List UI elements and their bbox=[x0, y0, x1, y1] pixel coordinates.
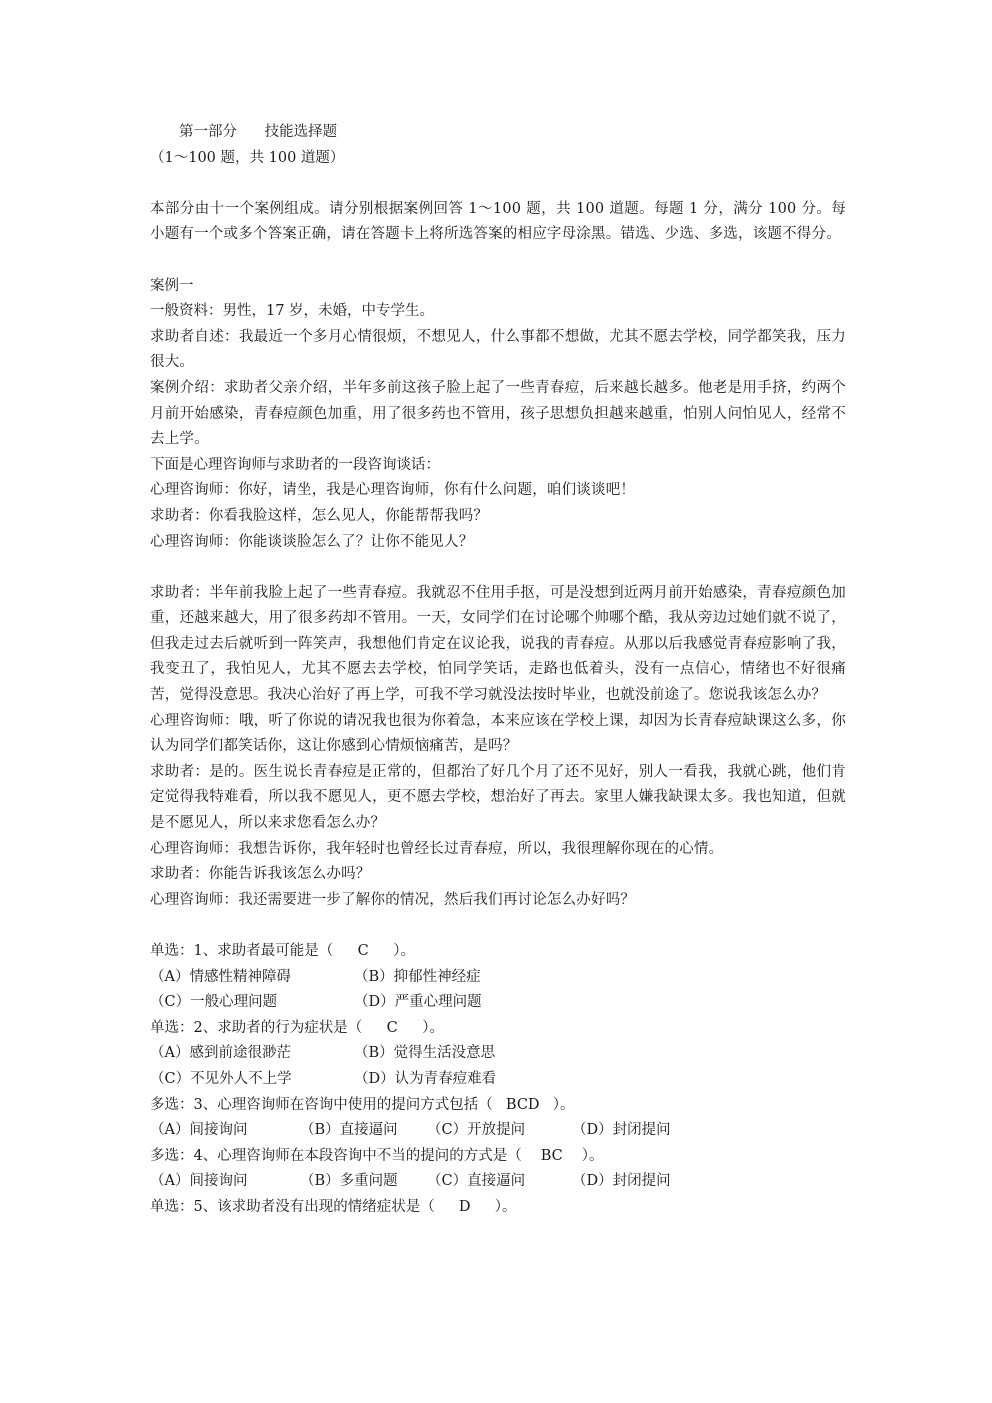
question-close: ）。 bbox=[581, 1147, 604, 1164]
dialogue-line: 求助者：你看我脸这样，怎么见人，你能帮帮我吗？ bbox=[150, 507, 489, 524]
option-row bbox=[150, 1169, 846, 1195]
section-heading bbox=[150, 120, 846, 146]
option-a: （A）情感性精神障碍 bbox=[150, 968, 291, 985]
question-type: 单选： bbox=[150, 1198, 194, 1215]
question-stem bbox=[150, 1195, 846, 1221]
dialogue-line: 心理咨询师：我想告诉你，我年轻时也曾经长过青春痘，所以，我很理解你现在的心情。 bbox=[150, 840, 724, 857]
dialogue-line: 心理咨询师：我还需要进一步了解你的情况，然后我们再讨论怎么办好吗？ bbox=[150, 891, 636, 908]
option-d: （D）认为青春痘难看 bbox=[354, 1070, 497, 1087]
question-type: 单选： bbox=[150, 943, 194, 959]
question-text: 3、心理咨询师在咨询中使用的提问方式包括（ bbox=[193, 1096, 493, 1113]
option-d: （D）封闭提问 bbox=[572, 1173, 671, 1190]
dialogue-line: 心理咨询师：哦，听了你说的请况我也很为你着急，本来应该在学校上课，却因为长青春痘缺课这么多，你认为同学们都笑话你，这让你感到心情烦恼痛苦，是吗？ bbox=[150, 712, 846, 755]
answer-value: C bbox=[386, 1019, 398, 1036]
question-stem bbox=[150, 1016, 846, 1042]
case-title: 案例一 bbox=[150, 277, 194, 294]
option-a: （A）间接询问 bbox=[150, 1173, 248, 1190]
option-d: （D）严重心理问题 bbox=[354, 994, 482, 1011]
answer-value: C bbox=[357, 943, 369, 959]
question-range: （1～100 题，共 100 道题） bbox=[150, 149, 345, 166]
dialogue-line: 心理咨询师：你能谈谈脸怎么了？让你不能见人？ bbox=[150, 533, 474, 550]
dialogue-line: 求助者：你能告诉我该怎么办吗？ bbox=[150, 866, 371, 883]
case-introduction: 案例介绍：求助者父亲介绍，半年多前这孩子脸上起了一些青春痘，后来越长越多。他老是用手挤，约两个月前开始感染，青春痘颜色加重，用了很多药也不管用，孩子思想负担越来越重，怕别人问怕见人，经常不去上学。 bbox=[150, 379, 846, 448]
question-close: ）。 bbox=[393, 943, 415, 959]
spacer bbox=[150, 248, 846, 274]
part-title: 技能选择题 bbox=[264, 124, 338, 140]
question-text: 1、求助者最可能是（ bbox=[193, 943, 334, 959]
option-row bbox=[150, 1067, 846, 1093]
question-type: 多选： bbox=[150, 1096, 194, 1113]
question-close: ）。 bbox=[422, 1019, 444, 1036]
question-close: ）。 bbox=[552, 1096, 575, 1113]
option-row bbox=[150, 965, 846, 991]
option-c: （C）一般心理问题 bbox=[150, 994, 278, 1011]
spacer bbox=[150, 913, 846, 939]
spacer bbox=[150, 171, 846, 197]
question-text: 5、该求助者没有出现的情绪症状是（ bbox=[193, 1198, 435, 1215]
option-row bbox=[150, 1118, 846, 1144]
question-type: 多选： bbox=[150, 1147, 194, 1164]
option-a: （A）感到前途很渺茫 bbox=[150, 1045, 291, 1062]
option-b: （B）直接逼问 bbox=[300, 1122, 398, 1139]
option-b: （B）觉得生活没意思 bbox=[354, 1045, 496, 1062]
question-type: 单选： bbox=[150, 1019, 194, 1036]
option-b: （B）抑郁性神经症 bbox=[354, 968, 481, 985]
part-number: 第一部分 bbox=[179, 124, 237, 140]
option-row bbox=[150, 1041, 846, 1067]
case-general-info: 一般资料：男性，17 岁，未婚，中专学生。 bbox=[150, 303, 435, 320]
option-b: （B）多重问题 bbox=[300, 1173, 398, 1190]
answer-value: BCD bbox=[505, 1096, 540, 1113]
instructions-paragraph: 本部分由十一个案例组成。请分别根据案例回答 1～100 题，共 100 道题。每题 1 分，满分 100 分。每小题有一个或多个答案正确，请在答题卡上将所选答案的相应字母涂黑。错选、少选、多选，该题不得分。 bbox=[150, 200, 846, 243]
question-stem bbox=[150, 939, 846, 965]
spacer bbox=[150, 555, 846, 581]
dialogue-line: 求助者：半年前我脸上起了一些青春痘。我就忍不住用手抠，可是没想到近两月前开始感染，青春痘颜色加重，还越来越大，用了很多药却不管用。一天，女同学们在讨论哪个帅哪个酷，我从旁边过她们就不说了，但我走过去后就听到一阵笑声，我想他们肯定在议论我，说我的青春痘。从那以后我感觉青春痘影响了我，我变丑了，我怕见人，尤其不愿去去学校，怕同学笑话，走路也低着头，没有一点信心，情绪也不好很痛苦，觉得没意思。我决心治好了再上学，可我不学习就没法按时毕业，也就没前途了。您说我该怎么办？ bbox=[150, 584, 846, 704]
case-self-report: 求助者自述：我最近一个多月心情很烦，不想见人，什么事都不想做，尤其不愿去学校，同学都笑我，压力很大。 bbox=[150, 328, 846, 371]
option-row bbox=[150, 990, 846, 1016]
dialogue-line: 求助者：是的。医生说长青春痘是正常的，但都治了好几个月了还不见好，别人一看我，我就心跳，他们肯定觉得我特难看，所以我不愿见人，更不愿去学校，想治好了再去。家里人嫌我缺课太多。我也知道，但就是不愿见人，所以来求您看怎么办？ bbox=[150, 763, 846, 832]
question-close: ）。 bbox=[494, 1198, 517, 1215]
option-d: （D）封闭提问 bbox=[572, 1122, 671, 1139]
answer-value: D bbox=[458, 1198, 471, 1215]
option-c: （C）不见外人不上学 bbox=[150, 1070, 292, 1087]
document-page bbox=[150, 120, 846, 1221]
option-c: （C）直接逼问 bbox=[427, 1173, 526, 1190]
option-a: （A）间接询问 bbox=[150, 1122, 248, 1139]
question-stem bbox=[150, 1144, 846, 1170]
question-text: 4、心理咨询师在本段咨询中不当的提问的方式是（ bbox=[193, 1147, 522, 1164]
option-c: （C）开放提问 bbox=[427, 1122, 526, 1139]
answer-value: BC bbox=[540, 1147, 563, 1164]
dialogue-line: 心理咨询师：你好，请坐，我是心理咨询师，你有什么问题，咱们谈谈吧！ bbox=[150, 482, 636, 499]
question-stem bbox=[150, 1093, 846, 1119]
dialogue-intro: 下面是心理咨询师与求助者的一段咨询谈话： bbox=[150, 456, 440, 473]
question-text: 2、求助者的行为症状是（ bbox=[193, 1019, 363, 1036]
